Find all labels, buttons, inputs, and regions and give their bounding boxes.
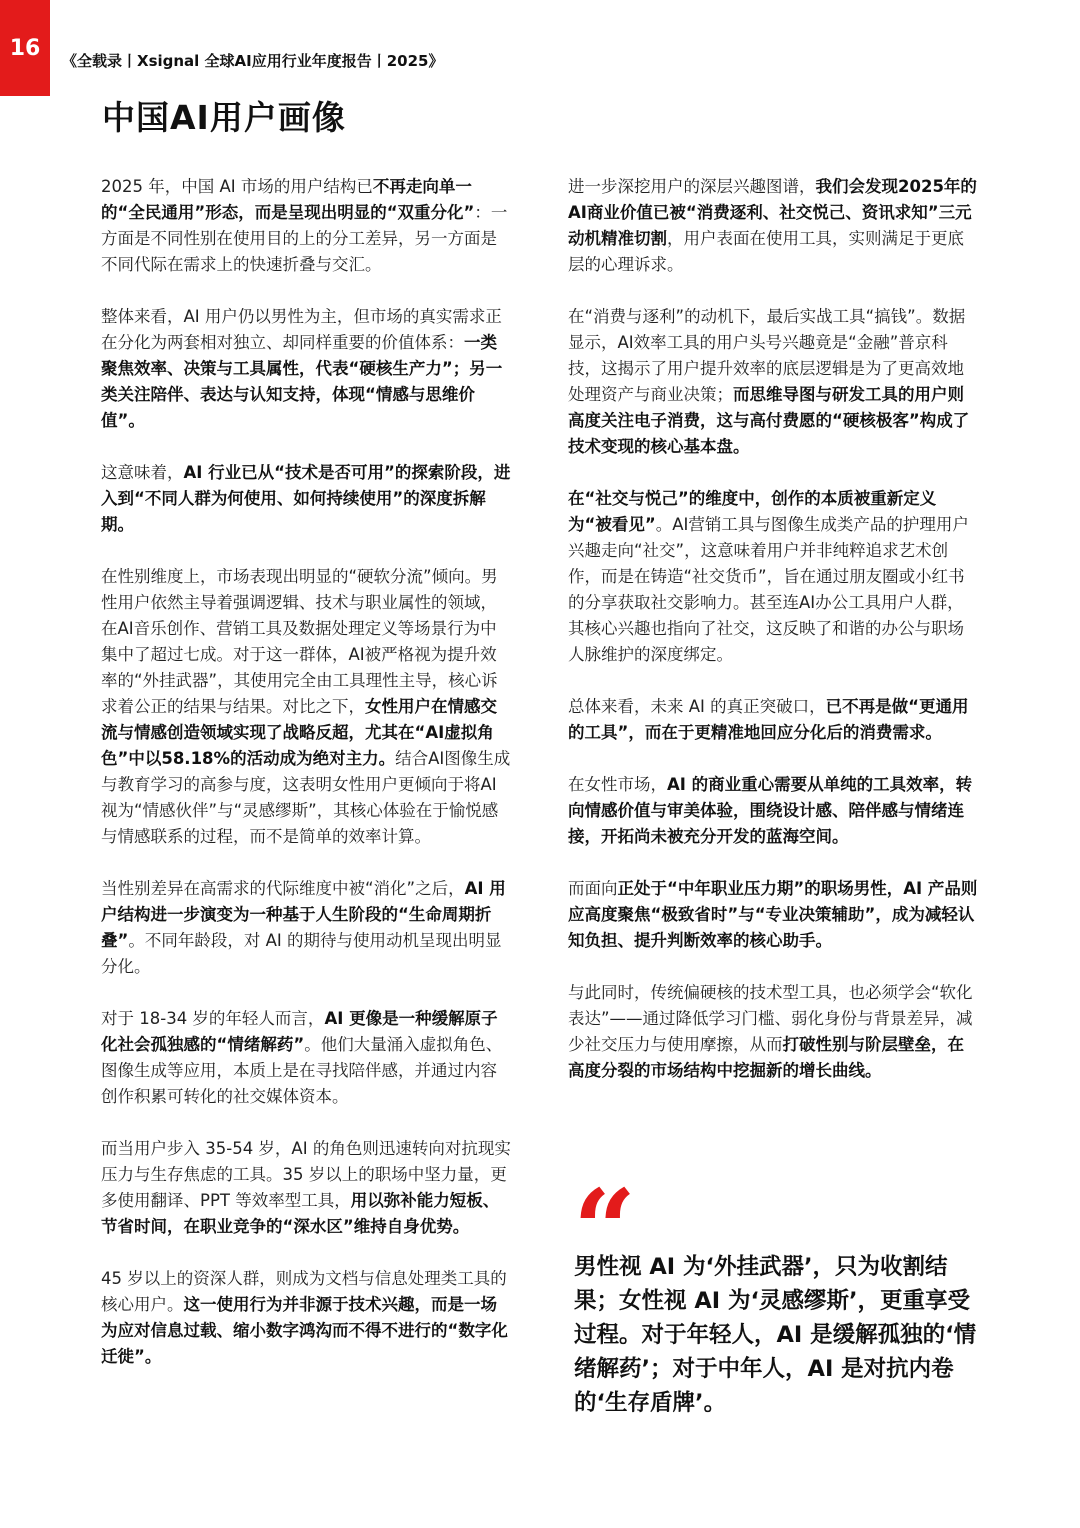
text-run: 在女性市场， — [568, 775, 667, 794]
text-run: 在性别维度上，市场表现出明显的“硬软分流”倾向。男性用户依然主导着强调逻辑、技术与职业属性的领域，在AI音乐创作、营销工具及数据处理定义等场景行为中集中了超过七成。对于这一群体，AI被严格视为提升效率的“外挂武器”，其使用完全由工具理性主导，核心诉求着公正的结果与结果。对比之下， — [101, 567, 498, 716]
paragraph — [568, 304, 980, 460]
text-run: 结合AI图像生成与教育学习的高参与度，这表明女性用户更倾向于将AI视为“情感伙伴”与“灵感缪斯”，其核心体验在于愉悦感与情感联系的过程，而不是简单的效率计算。 — [101, 749, 511, 846]
paragraph — [568, 876, 980, 954]
bold-text-run: 而思维导图与研发工具的用户则高度关注电子消费，这与高付费愿的“硬核极客”构成了技术变现的核心基本盘。 — [568, 385, 970, 456]
bold-text-run: 我们会发现2025年的AI商业价值已被“消费逐利、社交悦己、资讯求知”三元动机精准切割 — [568, 177, 977, 248]
left-column — [101, 174, 513, 1396]
paragraph — [568, 772, 980, 850]
text-run: 而面向 — [568, 879, 618, 898]
text-run: 对于 18-34 岁的年轻人而言， — [101, 1009, 325, 1028]
bold-text-run: 不再走向单一的“全民通用”形态，而是呈现出明显的“双重分化” — [101, 177, 475, 222]
pull-quote: 男性视 AI 为‘外挂武器’，只为收割结果；女性视 AI 为‘灵感缪斯’，更重享受过程。对于年轻人，AI 是缓解孤独的‘情绪解药’；对于中年人，AI 是对抗内卷的‘生存盾牌’。 — [574, 1254, 977, 1416]
running-title: 《全载录丨Xsignal 全球AI应用行业年度报告丨2025》 — [62, 52, 444, 70]
text-run: 进一步深挖用户的深层兴趣图谱， — [568, 177, 816, 196]
paragraph — [101, 876, 513, 980]
paragraph — [568, 486, 980, 668]
text-run: 45 岁以上的资深人群，则成为文档与信息处理类工具的核心用户。 — [101, 1269, 507, 1314]
right-column — [568, 174, 980, 1110]
text-run: 总体来看，未来 AI 的真正突破口， — [568, 697, 826, 716]
text-run: 这意味着， — [101, 463, 184, 482]
text-run: 在“消费与逐利”的动机下，最后实战工具“搞钱”。数据显示，AI效率工具的用户头号兴趣竟是“金融”普京科技，这揭示了用户提升效率的底层逻辑是为了更高效地处理资产与商业决策； — [568, 307, 966, 404]
text-run: 当性别差异在高需求的代际维度中被“消化”之后， — [101, 879, 465, 898]
bold-text-run: AI 用户结构进一步演变为一种基于人生阶段的“生命周期折叠” — [101, 879, 506, 950]
bold-text-run: 一类聚焦效率、决策与工具属性，代表“硬核生产力”；另一类关注陪伴、表达与认知支持，体现“情感与思维价值”。 — [101, 333, 503, 430]
text-run: 。不同年龄段，对 AI 的期待与使用动机呈现出明显分化。 — [101, 931, 502, 976]
text-run: 。他们大量涌入虚拟角色、图像生成等应用，本质上是在寻找陪伴感，并通过内容创作积累可转化的社交媒体资本。 — [101, 1035, 503, 1106]
page-title: 中国AI用户画像 — [102, 98, 346, 137]
text-run: 2025 年，中国 AI 市场的用户结构已 — [101, 177, 373, 196]
paragraph — [101, 564, 513, 850]
paragraph — [568, 174, 980, 278]
text-run: ：一方面是不同性别在使用目的上的分工差异，另一方面是不同代际在需求上的快速折叠与交汇。 — [101, 203, 508, 274]
paragraph — [568, 694, 980, 746]
quote-mark-icon: “ — [573, 1165, 637, 1294]
bold-text-run: 用以弥补能力短板、节省时间，在职业竞争的“深水区”维持自身优势。 — [101, 1191, 500, 1236]
bold-text-run: 已不再是做“更通用的工具”，而在于更精准地回应分化后的消费需求。 — [568, 697, 969, 742]
text-run: ，用户表面在使用工具，实则满足于更底层的心理诉求。 — [568, 229, 964, 274]
bold-text-run: AI 行业已从“技术是否可用”的探索阶段，进入到“不同人群为何使用、如何持续使用”的深度拆解期。 — [101, 463, 511, 534]
text-run: 与此同时，传统偏硬核的技术型工具，也必须学会“软化表达”——通过降低学习门槛、弱化身份与背景差异，减少社交压力与使用摩擦，从而 — [568, 983, 973, 1054]
paragraph — [101, 1136, 513, 1240]
text-run: 。AI营销工具与图像生成类产品的护理用户兴趣走向“社交”，这意味着用户并非纯粹追求艺术创作，而是在铸造“社交货币”，旨在通过朋友圈或小红书的分享获取社交影响力。甚至连AI办公工具用户人群，其核心兴趣也指向了社交，这反映了和谐的办公与职场人脉维护的深度绑定。 — [568, 515, 969, 664]
paragraph — [101, 460, 513, 538]
paragraph — [101, 1266, 513, 1370]
bold-text-run: 这一使用行为并非源于技术兴趣，而是一场为应对信息过载、缩小数字鸿沟而不得不进行的“数字化迁徙”。 — [101, 1295, 508, 1366]
text-run: 整体来看，AI 用户仍以男性为主，但市场的真实需求正在分化为两套相对独立、却同样重要的价值体系： — [101, 307, 502, 352]
paragraph — [101, 304, 513, 434]
paragraph — [568, 980, 980, 1084]
bold-text-run: 女性用户在情感交流与情感创造领域实现了战略反超，尤其在“AI虚拟角色”中以58.18%的活动成为绝对主力。 — [101, 697, 497, 768]
paragraph — [101, 174, 513, 278]
bold-text-run: 打破性别与阶层壁垒，在高度分裂的市场结构中挖掘新的增长曲线。 — [568, 1035, 964, 1080]
text-run: 而当用户步入 35-54 岁，AI 的角色则迅速转向对抗现实压力与生存焦虑的工具。35 岁以上的职场中坚力量，更多使用翻译、PPT 等效率型工具， — [101, 1139, 511, 1210]
bold-text-run: 在“社交与悦己”的维度中，创作的本质被重新定义为“被看见” — [568, 489, 937, 534]
paragraph — [101, 1006, 513, 1110]
bold-text-run: AI 更像是一种缓解原子化社会孤独感的“情绪解药” — [101, 1009, 498, 1054]
page-number: 16 — [0, 0, 50, 96]
bold-text-run: 正处于“中年职业压力期”的职场男性，AI 产品则应高度聚焦“极致省时”与“专业决策辅助”，成为减轻认知负担、提升判断效率的核心助手。 — [568, 879, 978, 950]
bold-text-run: AI 的商业重心需要从单纯的工具效率，转向情感价值与审美体验，围绕设计感、陪伴感与情绪连接，开拓尚未被充分开发的蓝海空间。 — [568, 775, 973, 846]
